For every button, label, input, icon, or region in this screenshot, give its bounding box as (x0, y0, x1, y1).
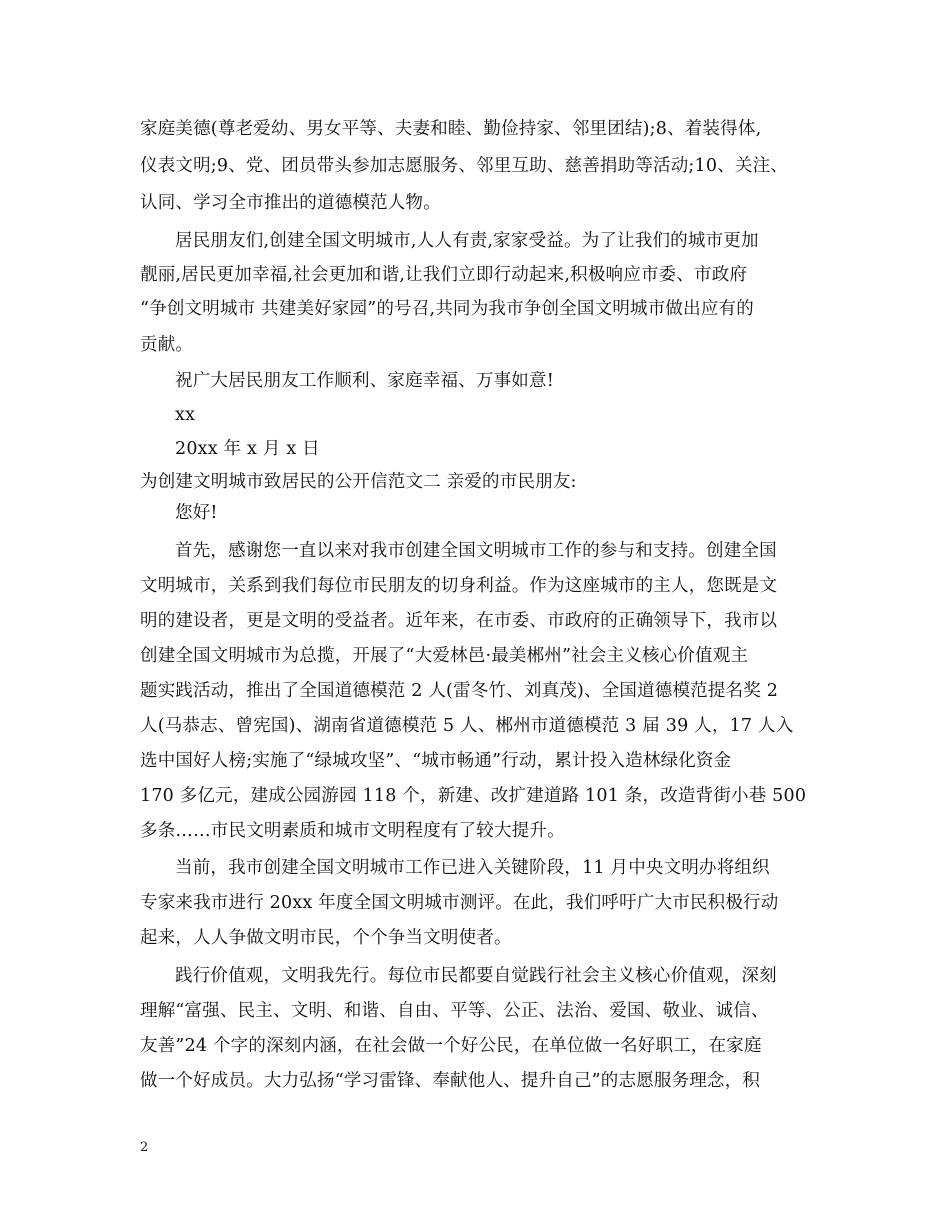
body-text-line: 题实践活动，推出了全国道德模范 2 人(雷冬竹、刘真茂)、全国道德模范提名奖 2 (140, 681, 779, 701)
body-text-line: 做一个好成员。大力弘扬“学习雷锋、奉献他人、提升自己”的志愿服务理念，积 (140, 1071, 761, 1091)
body-text-line: 明的建设者，更是文明的受益者。近年来，在市委、市政府的正确领导下，我市以 (140, 611, 778, 631)
body-text-line: 家庭美德(尊老爱幼、男女平等、夫妻和睦、勤俭持家、邻里团结);8、着装得体, (140, 119, 762, 139)
body-text-line: 创建全国文明城市为总揽，开展了“大爱林邑·最美郴州”社会主义核心价值观主 (140, 646, 749, 666)
body-text-line: 专家来我市进行 20xx 年度全国文明城市测评。在此，我们呼吁广大市民积极行动 (140, 893, 779, 913)
page-number: 2 (140, 1140, 149, 1155)
body-text-line: 首先，感谢您一直以来对我市创建全国文明城市工作的参与和支持。创建全国 (175, 541, 777, 561)
body-text-line: 贡献。 (140, 335, 194, 355)
body-text-line: 友善”24 个字的深刻内涵，在社会做一个好公民，在单位做一名好职工，在家庭 (140, 1036, 762, 1056)
body-text-line: 人(马恭志、曾宪国)、湖南省道德模范 5 人、郴州市道德模范 3 届 39 人，17 人入 (140, 716, 794, 736)
salutation: 您好! (175, 503, 218, 523)
closing-greeting: 祝广大居民朋友工作顺利、家庭幸福、万事如意! (175, 371, 554, 391)
body-text-line: 理解“富强、民主、文明、和谐、自由、平等、公正、法治、爱国、敬业、诚信、 (140, 1001, 769, 1021)
body-text-line: 仪表文明;9、党、团员带头参加志愿服务、邻里互助、慈善捐助等活动;10、关注、 (140, 156, 788, 176)
body-text-line: 选中国好人榜;实施了“绿城攻坚”、“城市畅通”行动，累计投入造林绿化资金 (140, 751, 732, 771)
body-text-line: 当前，我市创建全国文明城市工作已进入关键阶段，11 月中央文明办将组织 (175, 858, 770, 878)
body-text-line: 靓丽,居民更加幸福,社会更加和谐,让我们立即行动起来,积极响应市委、市政府 (140, 265, 748, 285)
signature: xx (175, 405, 196, 425)
body-text-line: 认同、学习全市推出的道德模范人物。 (140, 193, 441, 213)
date-line: 20xx 年 x 月 x 日 (175, 439, 320, 459)
body-text-line: 多条……市民文明素质和城市文明程度有了较大提升。 (140, 821, 565, 841)
body-text-line: 文明城市，关系到我们每位市民朋友的切身利益。作为这座城市的主人，您既是文 (140, 576, 778, 596)
body-text-line: 起来，人人争做文明市民，个个争当文明使者。 (140, 928, 512, 948)
section-heading: 为创建文明城市致居民的公开信范文二 亲爱的市民朋友: (140, 472, 577, 492)
body-text-line: 170 多亿元，建成公园游园 118 个，新建、改扩建道路 101 条，改造背街小巷 500 (140, 786, 807, 806)
body-text-line: “争创文明城市 共建美好家园”的号召,共同为我市争创全国文明城市做出应有的 (140, 299, 754, 319)
body-text-line: 践行价值观，文明我先行。每位市民都要自觉践行社会主义核心价值观，深刻 (175, 966, 777, 986)
body-text-line: 居民朋友们,创建全国文明城市,人人有责,家家受益。为了让我们的城市更加 (175, 231, 759, 251)
